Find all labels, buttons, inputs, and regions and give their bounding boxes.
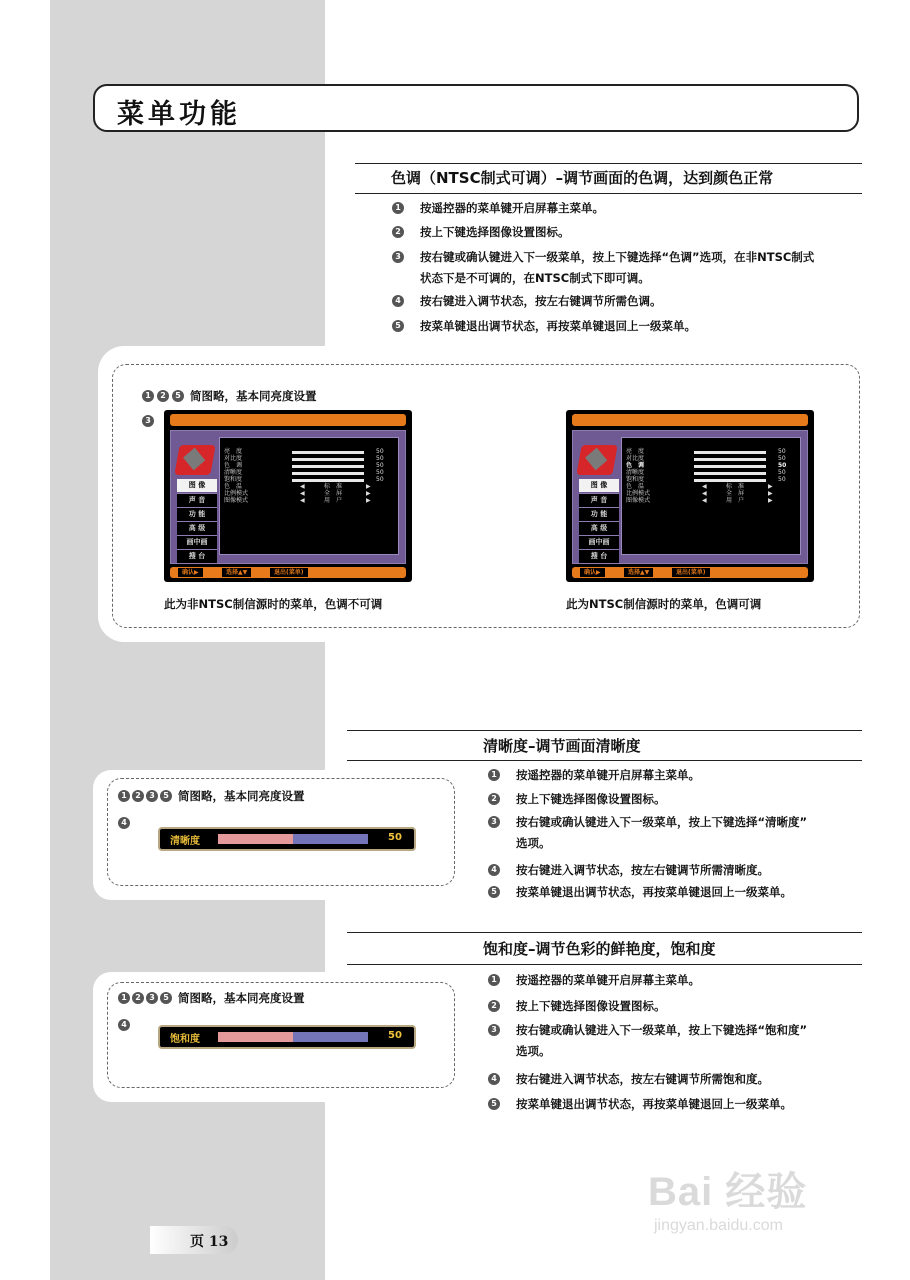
- menu-row-label: 饱和度: [224, 476, 243, 483]
- figure-caption-left: 此为非NTSC制信源时的菜单，色调不可调: [164, 597, 383, 611]
- menu-option: 全 屏: [726, 490, 745, 497]
- figure-caption-right: 此为NTSC制信源时的菜单，色调可调: [566, 597, 762, 611]
- menu-side-item: 图 像: [579, 479, 619, 492]
- menu-hint-exit: 退出(菜单): [270, 568, 308, 577]
- step-text: 按遥控器的菜单键开启屏幕主菜单。: [516, 768, 700, 782]
- menu-side-item: 功 能: [177, 507, 217, 521]
- page-title-bar: [93, 84, 859, 132]
- baidu-watermark: [648, 1160, 807, 1235]
- step-text: 按右键进入调节状态，按左右键调节所需饱和度。: [516, 1072, 769, 1086]
- menu-bottom-bar: [572, 567, 808, 578]
- menu-row-label: 色 温: [224, 483, 243, 490]
- figure-note-text: 简图略，基本同亮度设置: [190, 389, 317, 403]
- menu-row-label: 色 温: [626, 483, 645, 490]
- step-item: [488, 812, 807, 832]
- step-text: 选项。: [516, 1044, 551, 1058]
- picture-icon: [576, 445, 617, 475]
- step-text: 按菜单键退出调节状态，再按菜单键退回上一级菜单。: [516, 1097, 792, 1111]
- menu-option-left: ◀: [702, 497, 707, 504]
- menu-row-label: 亮 度: [224, 448, 243, 455]
- step-number: 4: [392, 295, 404, 307]
- step-item: [488, 1020, 807, 1040]
- step-number: 5: [160, 790, 172, 802]
- menu-side-item: 声 音: [579, 493, 619, 507]
- tv-menu-screenshot-non-ntsc: [164, 410, 412, 582]
- menu-side-item: 画中画: [579, 535, 619, 549]
- step-item: [488, 765, 700, 785]
- step-item: [488, 1069, 769, 1089]
- menu-value: 50: [376, 462, 384, 469]
- step-item: [488, 789, 666, 809]
- step-number: 1: [118, 790, 130, 802]
- step-number: 5: [488, 1098, 500, 1110]
- page-number: 页 13: [190, 1234, 229, 1250]
- step-number: 4: [118, 1019, 130, 1031]
- menu-level-bar: [694, 458, 766, 461]
- step-number: 3: [392, 251, 404, 263]
- step-number: 1: [488, 769, 500, 781]
- menu-value: 50: [778, 476, 786, 483]
- menu-frame: [572, 430, 808, 564]
- step-text: 状态下是不可调的，在NTSC制式下即可调。: [420, 271, 650, 285]
- figure-step-marker: [118, 816, 146, 830]
- step-number: 2: [157, 390, 169, 402]
- step-text: 按右键或确认键进入下一级菜单，按上下键选择“饱和度”: [516, 1023, 808, 1037]
- menu-frame: [170, 430, 406, 564]
- menu-side-item: 高 级: [579, 521, 619, 535]
- picture-icon: [174, 445, 215, 475]
- menu-row-label: 饱和度: [626, 476, 645, 483]
- menu-hint-confirm: 确认▶: [178, 568, 203, 577]
- menu-option-right: ▶: [366, 497, 371, 504]
- menu-hint-select: 选择▲▼: [624, 568, 653, 577]
- menu-row-label: 亮 度: [626, 448, 645, 455]
- step-number: 2: [132, 992, 144, 1004]
- menu-value: 50: [376, 455, 384, 462]
- menu-option: 用 户: [324, 497, 343, 504]
- step-text: 按遥控器的菜单键开启屏幕主菜单。: [516, 973, 700, 987]
- step-item: [392, 316, 696, 336]
- menu-option: 用 户: [726, 497, 745, 504]
- step-text: 按遥控器的菜单键开启屏幕主菜单。: [420, 201, 604, 215]
- step-text: 按右键进入调节状态，按左右键调节所需清晰度。: [516, 863, 769, 877]
- menu-row-label: 对比度: [626, 455, 645, 462]
- slider-fill: [218, 1032, 293, 1042]
- figure-note: [142, 388, 317, 404]
- menu-option-left: ◀: [300, 490, 305, 497]
- menu-level-bar: [694, 465, 766, 468]
- step-number: 3: [142, 415, 154, 427]
- step-number: 1: [142, 390, 154, 402]
- step-text: 选项。: [516, 836, 551, 850]
- step-item: [392, 222, 570, 242]
- menu-value-selected: 50: [778, 462, 787, 469]
- step-text: 按右键或确认键进入下一级菜单，按上下键选择“色调”选项，在非NTSC制式: [420, 250, 815, 264]
- menu-value: 50: [778, 469, 786, 476]
- step-number: 2: [488, 793, 500, 805]
- section-heading-sharpness: [347, 731, 862, 761]
- menu-option: 标 准: [726, 483, 745, 490]
- tv-menu-screenshot-ntsc: [566, 410, 814, 582]
- step-number: 1: [118, 992, 130, 1004]
- step-number: 5: [160, 992, 172, 1004]
- step-number: 1: [392, 202, 404, 214]
- step-text: 按右键进入调节状态，按左右键调节所需色调。: [420, 294, 662, 308]
- step-item: [392, 291, 662, 311]
- step-text: 按上下键选择图像设置图标。: [516, 792, 666, 806]
- figure-note: [118, 990, 305, 1006]
- slider-label: 清晰度: [170, 836, 200, 847]
- menu-content: [621, 437, 801, 555]
- menu-level-bar: [694, 451, 766, 454]
- menu-hint-exit: 退出(菜单): [672, 568, 710, 577]
- menu-level-bar: [292, 472, 364, 475]
- menu-side-item: 图 像: [177, 479, 217, 492]
- slider-fill: [218, 834, 293, 844]
- menu-row-label: 对比度: [224, 455, 243, 462]
- menu-row-label: 比例模式: [224, 490, 249, 497]
- menu-hint-select: 选择▲▼: [222, 568, 251, 577]
- step-number: 3: [488, 816, 500, 828]
- step-number: 3: [488, 1024, 500, 1036]
- step-text: 按上下键选择图像设置图标。: [516, 999, 666, 1013]
- step-item: [488, 970, 700, 990]
- slider-label: 饱和度: [170, 1034, 200, 1045]
- menu-value: 50: [376, 476, 384, 483]
- menu-row-label-selected: 色 调: [626, 462, 645, 469]
- menu-option-right: ▶: [768, 490, 773, 497]
- step-number: 3: [146, 790, 158, 802]
- menu-side-item: 声 音: [177, 493, 217, 507]
- menu-option-left: ◀: [702, 490, 707, 497]
- menu-level-bar: [694, 472, 766, 475]
- step-item: [488, 882, 792, 902]
- page-number-tab: [150, 1226, 238, 1254]
- step-item-continued: [516, 833, 551, 853]
- step-text: 按上下键选择图像设置图标。: [420, 225, 570, 239]
- step-number: 1: [488, 974, 500, 986]
- menu-side-item: 搜 台: [177, 549, 217, 563]
- step-text: 按菜单键退出调节状态，再按菜单键退回上一级菜单。: [516, 885, 792, 899]
- step-number: 4: [118, 817, 130, 829]
- step-item-continued: [516, 1041, 551, 1061]
- watermark-url: jingyan.baidu.com: [654, 1217, 783, 1234]
- step-item: [488, 860, 769, 880]
- menu-option-left: ◀: [300, 497, 305, 504]
- menu-option-right: ▶: [366, 490, 371, 497]
- sharpness-slider: [158, 827, 416, 851]
- step-number: 5: [488, 886, 500, 898]
- section-heading-text: 清晰度–调节画面清晰度: [483, 737, 641, 755]
- menu-option-right: ▶: [768, 497, 773, 504]
- menu-content: [219, 437, 399, 555]
- menu-value: 50: [778, 448, 786, 455]
- page-title: 菜单功能: [117, 99, 241, 130]
- step-item: [488, 1094, 792, 1114]
- step-item: [392, 198, 604, 218]
- section-heading-text: 色调（NTSC制式可调）–调节画面的色调，达到颜色正常: [391, 169, 774, 187]
- section-heading-saturation: [347, 933, 862, 965]
- slider-value: 50: [388, 832, 402, 843]
- step-number: 3: [146, 992, 158, 1004]
- menu-row-label: 比例模式: [626, 490, 651, 497]
- menu-option-left: ◀: [702, 483, 707, 490]
- step-item: [488, 996, 666, 1016]
- menu-level-bar: [292, 479, 364, 482]
- step-item-continued: [420, 268, 650, 288]
- menu-side-item: 画中画: [177, 535, 217, 549]
- step-text: 按菜单键退出调节状态，再按菜单键退回上一级菜单。: [420, 319, 696, 333]
- slider-track: [218, 1032, 368, 1042]
- saturation-slider: [158, 1025, 416, 1049]
- menu-option: 标 准: [324, 483, 343, 490]
- step-number: 2: [488, 1000, 500, 1012]
- menu-side-item: 高 级: [177, 521, 217, 535]
- slider-track: [218, 834, 368, 844]
- menu-side-item: 功 能: [579, 507, 619, 521]
- menu-row-label: 图像模式: [224, 497, 249, 504]
- step-text: 按右键或确认键进入下一级菜单，按上下键选择“清晰度”: [516, 815, 808, 829]
- menu-option-left: ◀: [300, 483, 305, 490]
- menu-bottom-bar: [170, 567, 406, 578]
- figure-step-marker: [118, 1018, 146, 1032]
- slider-value: 50: [388, 1030, 402, 1041]
- menu-hint-confirm: 确认▶: [580, 568, 605, 577]
- menu-side-item: 搜 台: [579, 549, 619, 563]
- step-number: 4: [488, 1073, 500, 1085]
- section-heading-hue: [355, 164, 862, 194]
- figure-note: [118, 788, 305, 804]
- menu-level-bar: [292, 458, 364, 461]
- menu-row-label: 清晰度: [224, 469, 243, 476]
- menu-value: 50: [376, 469, 384, 476]
- section-heading-text: 饱和度–调节色彩的鲜艳度，饱和度: [483, 940, 716, 958]
- step-number: 4: [488, 864, 500, 876]
- menu-top-bar: [170, 414, 406, 426]
- menu-level-bar: [292, 451, 364, 454]
- figure-note-text: 简图略，基本同亮度设置: [178, 991, 305, 1005]
- step-item: [392, 247, 814, 267]
- menu-row-label: 图像模式: [626, 497, 651, 504]
- step-number: 2: [132, 790, 144, 802]
- menu-value: 50: [778, 455, 786, 462]
- watermark-logo: Bai 经验: [648, 1170, 808, 1214]
- step-number: 2: [392, 226, 404, 238]
- menu-level-bar: [694, 479, 766, 482]
- menu-top-bar: [572, 414, 808, 426]
- figure-note-text: 简图略，基本同亮度设置: [178, 789, 305, 803]
- menu-row-label: 清晰度: [626, 469, 645, 476]
- menu-value: 50: [376, 448, 384, 455]
- step-number: 5: [172, 390, 184, 402]
- menu-option-right: ▶: [768, 483, 773, 490]
- step-number: 5: [392, 320, 404, 332]
- menu-row-label: 色 调: [224, 462, 243, 469]
- menu-level-bar: [292, 465, 364, 468]
- menu-option-right: ▶: [366, 483, 371, 490]
- menu-option: 全 屏: [324, 490, 343, 497]
